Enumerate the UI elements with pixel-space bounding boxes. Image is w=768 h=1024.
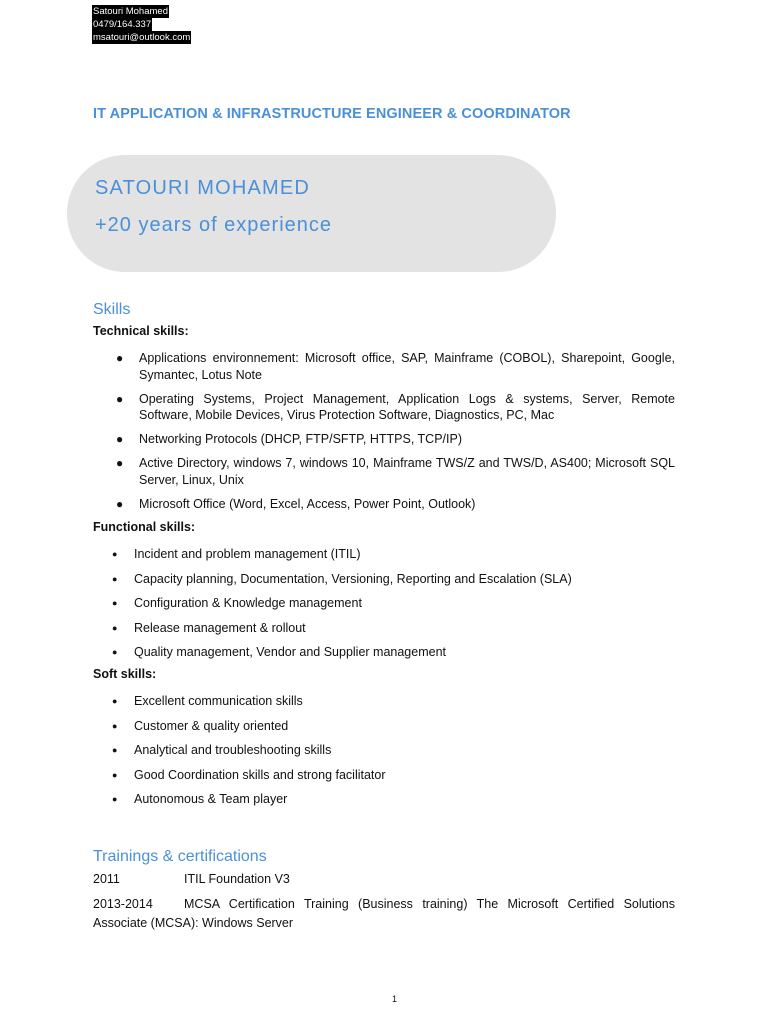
bullet-icon: ●	[116, 496, 124, 511]
name-banner	[67, 155, 556, 272]
bullet-icon: ●	[116, 351, 124, 365]
bullet-icon: ●	[112, 549, 118, 559]
banner-experience: +20 years of experience	[95, 214, 333, 236]
technical-skills-label: Technical skills:	[93, 324, 189, 338]
training-text: MCSA Certification Training (Business training) The Microsoft Certified Solutions Associate (MCSA): Windows Server	[93, 897, 675, 930]
list-item: ● Incident and problem management (ITIL)	[112, 547, 361, 561]
bullet-icon: ●	[112, 720, 118, 731]
bullet-icon: ●	[116, 391, 124, 406]
list-item: ● Networking Protocols (DHCP, FTP/SFTP, HTTPS, TCP/IP)	[116, 432, 462, 446]
soft-skills-label: Soft skills:	[93, 667, 157, 681]
contact-phone: 0479/164.337	[93, 19, 152, 30]
list-item: ● Excellent communication skills	[112, 694, 303, 708]
training-text: ITIL Foundation V3	[184, 872, 290, 886]
contact-block	[92, 5, 191, 44]
banner-name: SATOURI MOHAMED	[95, 177, 311, 199]
page-number: 1	[392, 994, 398, 1004]
functional-skills-label: Functional skills:	[93, 520, 196, 534]
training-row	[93, 895, 675, 933]
contact-email: msatouri@outlook.com	[93, 32, 191, 43]
list-item: ● Microsoft Office (Word, Excel, Access, Power Point, Outlook)	[116, 496, 476, 511]
bullet-icon: ●	[112, 745, 118, 755]
functional-skills-list	[112, 546, 674, 669]
contact-name: Satouri Mohamed	[93, 6, 168, 17]
bullet-icon: ●	[112, 769, 118, 780]
list-item: ● Capacity planning, Documentation, Versioning, Reporting and Escalation (SLA)	[112, 571, 572, 586]
list-item: ● Good Coordination skills and strong facilitator	[112, 767, 386, 782]
bullet-icon: ●	[116, 432, 124, 446]
technical-skills-list	[116, 350, 675, 520]
list-item: ● Quality management, Vendor and Supplier management	[112, 645, 446, 659]
bullet-icon: ●	[112, 647, 118, 657]
list-item: ● Applications environnement: Microsoft office, SAP, Mainframe (COBOL), Sharepoint, Google, Symantec, Lotus Note	[116, 351, 675, 382]
training-year: 2013-2014	[93, 897, 153, 911]
list-item: ● Configuration & Knowledge management	[112, 596, 362, 610]
list-item: ● Analytical and troubleshooting skills	[112, 743, 332, 757]
bullet-icon: ●	[112, 696, 118, 706]
bullet-icon: ●	[112, 794, 118, 804]
list-item: ● Autonomous & Team player	[112, 792, 288, 806]
document-title: IT APPLICATION & INFRASTRUCTURE ENGINEER & COORDINATOR	[93, 106, 571, 122]
list-item: ● Customer & quality oriented	[112, 718, 289, 733]
soft-skills-list	[112, 693, 674, 816]
bullet-icon: ●	[116, 456, 124, 470]
bullet-icon: ●	[112, 598, 118, 608]
bullet-icon: ●	[112, 622, 118, 633]
bullet-icon: ●	[112, 573, 118, 584]
list-item: ● Release management & rollout	[112, 620, 306, 635]
trainings-heading: Trainings & certifications	[93, 848, 267, 865]
training-row	[93, 870, 675, 889]
training-year: 2011	[93, 872, 120, 886]
list-item: ● Active Directory, windows 7, windows 10, Mainframe TWS/Z and TWS/D, AS400; Microsoft SQL Server, Linux, Unix	[116, 456, 675, 487]
list-item: ● Operating Systems, Project Management, Application Logs & systems, Server, Remote Software, Mobile Devices, Virus Protection Software, Diagnostics, PC, Mac	[116, 391, 675, 422]
skills-heading: Skills	[93, 301, 131, 318]
